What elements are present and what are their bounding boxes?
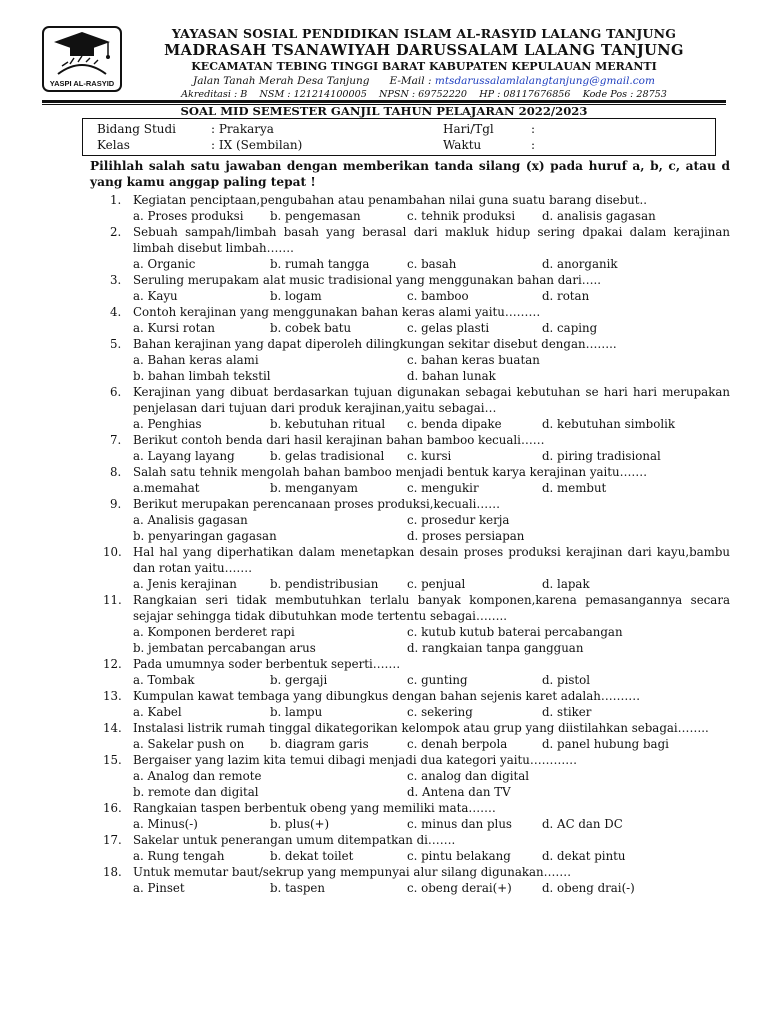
answer-option-c[interactable]: c. bahan keras buatan <box>407 353 540 367</box>
accreditation-line: Akreditasi : B NSM : 121214100005 NPSN : 69752220 HP : 08117676856 Kode Pos : 28753 <box>181 89 667 100</box>
question-body: Kegiatan penciptaan,pengubahan atau penambahan nilai guna suatu barang disebut.. <box>133 193 647 207</box>
answer-option-c[interactable]: c. benda dipake <box>407 417 502 431</box>
answer-option-a[interactable]: a. Sakelar push on <box>133 737 245 751</box>
question-body: Contoh kerajinan yang menggunakan bahan keras alami yaitu……… <box>133 305 541 319</box>
answer-options <box>90 816 730 832</box>
question-number: 10. <box>103 545 122 559</box>
question-text <box>90 592 730 624</box>
answer-option-b[interactable]: b. pengemasan <box>270 209 361 223</box>
answer-options <box>90 576 730 592</box>
answer-option-a[interactable]: a. Proses produksi <box>133 209 244 223</box>
question-number: 5. <box>110 337 122 351</box>
question-body: Pada umumnya soder berbentuk seperti……. <box>133 657 401 671</box>
answer-option-c[interactable]: c. pintu belakang <box>407 849 511 863</box>
answer-options <box>90 208 730 224</box>
answer-option-a[interactable]: a. Komponen berderet rapi <box>133 625 295 639</box>
answer-option-b[interactable]: b. taspen <box>270 881 326 895</box>
question-text <box>90 272 730 288</box>
question-item <box>90 864 730 896</box>
answer-options <box>90 880 730 896</box>
school-logo <box>42 26 122 92</box>
question-body: Kerajinan yang dibuat berdasarkan tujuan digunakan sebagai kebutuhan se hari hari merupakan penjelasan dari tujuan dari produk kerajinan,yaitu sebagai… <box>133 385 730 415</box>
question-number: 6. <box>110 385 122 399</box>
district-line: KECAMATAN TEBING TINGGI BARAT KABUPATEN KEPULAUAN MERANTI <box>191 60 657 73</box>
answer-options <box>90 512 730 528</box>
email-link[interactable]: mtsdarussalamlalangtanjung@gmail.com <box>434 75 655 87</box>
answer-option-c[interactable]: c. gunting <box>407 673 468 687</box>
question-item <box>90 192 730 224</box>
answer-option-a[interactable]: a. Kursi rotan <box>133 321 216 335</box>
question-item <box>90 688 730 720</box>
question-number: 18. <box>103 865 122 879</box>
question-text <box>90 544 730 576</box>
answer-option-d[interactable]: d. panel hubung bagi <box>542 737 669 751</box>
question-body: Berikut contoh benda dari hasil kerajinan bahan bamboo kecuali…… <box>133 433 545 447</box>
answer-option-d[interactable]: d. kebutuhan simbolik <box>542 417 676 431</box>
question-body: Bahan kerajinan yang dapat diperoleh dilingkungan sekitar disebut dengan…….. <box>133 337 617 351</box>
question-body: Rangkaian taspen berbentuk obeng yang memiliki mata……. <box>133 801 496 815</box>
question-text <box>90 752 730 768</box>
question-body: Rangkaian seri tidak membutuhkan terlalu banyak komponen,karena pemasangannya secara sejajar sehingga tidak dibutuhkan mode tertentu sebagai…….. <box>133 593 730 623</box>
letterhead-divider <box>42 100 726 103</box>
subject-label: Bidang Studi <box>97 122 177 136</box>
question-number: 11. <box>103 593 122 607</box>
answer-option-b[interactable]: b. diagram garis <box>270 737 369 751</box>
answer-option-c[interactable]: c. sekering <box>407 705 473 719</box>
answer-options <box>90 640 730 656</box>
answer-option-c[interactable]: c. basah <box>407 257 457 271</box>
answer-option-d[interactable]: d. membut <box>542 481 607 495</box>
question-number: 8. <box>110 465 122 479</box>
question-item <box>90 224 730 272</box>
answer-options <box>90 848 730 864</box>
class-label: Kelas <box>97 138 130 152</box>
answer-option-b[interactable]: b. kebutuhan ritual <box>270 417 386 431</box>
time-label: Waktu <box>443 138 482 152</box>
answer-option-b[interactable]: b. cobek batu <box>270 321 352 335</box>
answer-option-d[interactable]: d. caping <box>542 321 598 335</box>
question-text <box>90 496 730 512</box>
answer-option-c[interactable]: c. kursi <box>407 449 452 463</box>
question-body: Instalasi listrik rumah tinggal dikategorikan kelompok atau grup yang diistilahkan sebagai…….. <box>133 721 709 735</box>
answer-option-c[interactable]: c. prosedur kerja <box>407 513 510 527</box>
question-body: Sebuah sampah/limbah basah yang berasal dari makluk hidup sering dpakai dalam kerajinan limbah disebut limbah……. <box>133 225 730 255</box>
answer-option-c[interactable]: c. analog dan digital <box>407 769 530 783</box>
answer-option-a[interactable]: a. Organic <box>133 257 196 271</box>
answer-options <box>90 256 730 272</box>
question-text <box>90 224 730 256</box>
exam-info-box <box>82 118 716 156</box>
question-body: Kumpulan kawat tembaga yang dibungkus dengan bahan sejenis karet adalah………. <box>133 689 640 703</box>
question-number: 16. <box>103 801 122 815</box>
email-label: E-Mail : <box>389 75 432 87</box>
answer-option-c[interactable]: c. penjual <box>407 577 466 591</box>
answer-option-a[interactable]: a. Layang layang <box>133 449 235 463</box>
question-item <box>90 384 730 432</box>
answer-option-d[interactable]: d. obeng drai(-) <box>542 881 635 895</box>
answer-option-c[interactable]: c. obeng derai(+) <box>407 881 512 895</box>
foundation-name: YAYASAN SOSIAL PENDIDIKAN ISLAM AL-RASYID LALANG TANJUNG <box>171 26 677 41</box>
answer-option-d[interactable]: d. anorganik <box>542 257 618 271</box>
answer-option-d[interactable]: d. Antena dan TV <box>407 785 511 799</box>
question-item <box>90 832 730 864</box>
answer-option-d[interactable]: d. bahan lunak <box>407 369 496 383</box>
answer-options <box>90 736 730 752</box>
question-text <box>90 688 730 704</box>
question-number: 1. <box>110 193 122 207</box>
question-number: 3. <box>110 273 122 287</box>
answer-option-a[interactable]: a. Kayu <box>133 289 178 303</box>
answer-options <box>90 320 730 336</box>
question-number: 17. <box>103 833 122 847</box>
answer-options <box>90 768 730 784</box>
question-item <box>90 752 730 800</box>
question-number: 14. <box>103 721 122 735</box>
answer-option-d[interactable]: d. rangkaian tanpa gangguan <box>407 641 584 655</box>
day-label: Hari/Tgl <box>443 122 494 136</box>
answer-option-c[interactable]: c. kutub kutub baterai percabangan <box>407 625 623 639</box>
answer-option-c[interactable]: c. bamboo <box>407 289 469 303</box>
answer-option-a[interactable]: a. Kabel <box>133 705 182 719</box>
question-text <box>90 336 730 352</box>
answer-option-a[interactable]: a. Jenis kerajinan <box>133 577 237 591</box>
answer-option-c[interactable]: c. denah berpola <box>407 737 508 751</box>
answer-option-b[interactable]: b. dekat toilet <box>270 849 354 863</box>
question-item <box>90 304 730 336</box>
subject-value: : Prakarya <box>211 122 274 136</box>
question-text <box>90 384 730 416</box>
answer-option-b[interactable]: b. gelas tradisional <box>270 449 385 463</box>
class-value: : IX (Sembilan) <box>211 138 303 152</box>
answer-option-d[interactable]: d. analisis gagasan <box>542 209 656 223</box>
question-item <box>90 592 730 656</box>
question-text <box>90 864 730 880</box>
exam-title: SOAL MID SEMESTER GANJIL TAHUN PELAJARAN 2022/2023 <box>180 104 588 118</box>
address-line <box>130 74 718 88</box>
answer-options <box>90 480 730 496</box>
letterhead <box>130 26 718 101</box>
school-name: MADRASAH TSANAWIYAH DARUSSALAM LALANG TANJUNG <box>164 42 684 59</box>
answer-option-d[interactable]: d. pistol <box>542 673 591 687</box>
answer-options <box>90 704 730 720</box>
answer-option-a[interactable]: a. Rung tengah <box>133 849 225 863</box>
question-body: Hal hal yang diperhatikan dalam menetapkan desain proses produksi kerajinan dari kayu,bambu dan rotan yaitu……. <box>133 545 730 575</box>
answer-option-c[interactable]: c. gelas plasti <box>407 321 490 335</box>
question-item <box>90 432 730 464</box>
answer-option-d[interactable]: d. piring tradisional <box>542 449 661 463</box>
answer-options <box>90 784 730 800</box>
question-text <box>90 304 730 320</box>
question-text <box>90 832 730 848</box>
answer-options <box>90 368 730 384</box>
question-number: 12. <box>103 657 122 671</box>
question-number: 15. <box>103 753 122 767</box>
answer-option-d[interactable]: d. AC dan DC <box>542 817 623 831</box>
question-text <box>90 800 730 816</box>
answer-option-d[interactable]: d. proses persiapan <box>407 529 525 543</box>
question-item <box>90 336 730 384</box>
question-number: 9. <box>110 497 122 511</box>
question-item <box>90 800 730 832</box>
answer-option-b[interactable]: b. pendistribusian <box>270 577 379 591</box>
answer-option-a[interactable]: a. Tombak <box>133 673 195 687</box>
question-list <box>90 192 730 896</box>
answer-option-a[interactable]: a. Pinset <box>133 881 185 895</box>
question-item <box>90 544 730 592</box>
logo-text: YASPI AL-RASYID <box>49 79 115 88</box>
answer-option-b[interactable]: b. bahan limbah tekstil <box>133 369 271 383</box>
answer-options <box>90 448 730 464</box>
answer-option-c[interactable]: c. tehnik produksi <box>407 209 516 223</box>
question-body: Seruling merupakam alat music tradisional yang menggunakan bahan dari….. <box>133 273 602 287</box>
answer-option-d[interactable]: d. stiker <box>542 705 592 719</box>
question-item <box>90 656 730 688</box>
question-text <box>90 432 730 448</box>
question-number: 13. <box>103 689 122 703</box>
question-body: Bergaiser yang lazim kita temui dibagi menjadi dua kategori yaitu………… <box>133 753 578 767</box>
question-text <box>90 192 730 208</box>
answer-option-a[interactable]: a. Analisis gagasan <box>133 513 248 527</box>
question-item <box>90 720 730 752</box>
answer-option-a[interactable]: a. Analog dan remote <box>133 769 262 783</box>
address: Jalan Tanah Merah Desa Tanjung <box>193 75 370 87</box>
answer-option-d[interactable]: d. lapak <box>542 577 590 591</box>
question-item <box>90 272 730 304</box>
question-body: Untuk memutar baut/sekrup yang mempunyai alur silang digunakan……. <box>133 865 571 879</box>
question-item <box>90 496 730 544</box>
answer-option-b[interactable]: b. logam <box>270 289 322 303</box>
time-value: : <box>531 138 536 152</box>
answer-options <box>90 416 730 432</box>
answer-options <box>90 352 730 368</box>
question-number: 2. <box>110 225 122 239</box>
answer-options <box>90 528 730 544</box>
answer-option-b[interactable]: b. remote dan digital <box>133 785 259 799</box>
question-body: Berikut merupakan perencanaan proses produksi,kecuali…… <box>133 497 501 511</box>
question-text <box>90 720 730 736</box>
answer-option-a[interactable]: a. Minus(-) <box>133 817 198 831</box>
answer-option-c[interactable]: c. mengukir <box>407 481 479 495</box>
answer-option-b[interactable]: b. plus(+) <box>270 817 330 831</box>
answer-option-b[interactable]: b. menganyam <box>270 481 358 495</box>
answer-option-d[interactable]: d. dekat pintu <box>542 849 626 863</box>
answer-option-b[interactable]: b. jembatan percabangan arus <box>133 641 316 655</box>
answer-options <box>90 672 730 688</box>
question-body: Sakelar untuk penerangan umum ditempatkan di……. <box>133 833 456 847</box>
instruction: Pilihlah salah satu jawaban dengan memberikan tanda silang (x) pada huruf a, b, c, atau d yang kamu anggap paling tepat ! <box>90 159 730 189</box>
question-number: 7. <box>110 433 122 447</box>
question-text <box>90 464 730 480</box>
question-body: Salah satu tehnik mengolah bahan bamboo menjadi bentuk karya kerajinan yaitu……. <box>133 465 647 479</box>
question-item <box>90 464 730 496</box>
answer-options <box>90 288 730 304</box>
answer-option-b[interactable]: b. lampu <box>270 705 323 719</box>
answer-option-a[interactable]: a. Bahan keras alami <box>133 353 259 367</box>
answer-option-b[interactable]: b. penyaringan gagasan <box>133 529 277 543</box>
answer-options <box>90 624 730 640</box>
day-value: : <box>531 122 536 136</box>
answer-option-b[interactable]: b. rumah tangga <box>270 257 370 271</box>
answer-option-d[interactable]: d. rotan <box>542 289 590 303</box>
question-text <box>90 656 730 672</box>
question-number: 4. <box>110 305 122 319</box>
answer-option-a[interactable]: a. Penghias <box>133 417 202 431</box>
answer-option-b[interactable]: b. gergaji <box>270 673 328 687</box>
answer-option-a[interactable]: a.memahat <box>133 481 200 495</box>
answer-option-c[interactable]: c. minus dan plus <box>407 817 512 831</box>
